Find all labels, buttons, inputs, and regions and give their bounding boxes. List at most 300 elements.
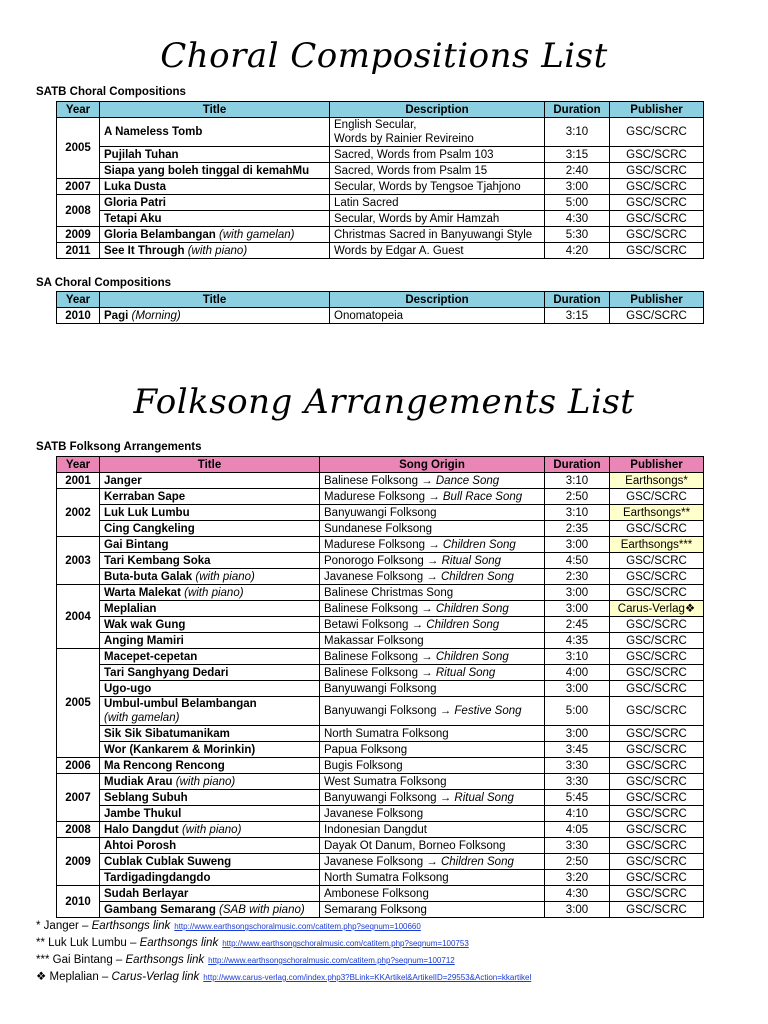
title-text: Macepet-cepetan — [104, 650, 198, 663]
arrow-icon: → — [408, 618, 427, 631]
song-type: Children Song — [426, 618, 500, 631]
origin-text: Balinese Folksong — [324, 602, 418, 615]
title-note: (with gamelan) — [219, 228, 295, 241]
song-type: Children Song — [440, 855, 514, 868]
origin-text: Javanese Folksong — [324, 807, 424, 820]
table-row — [57, 774, 704, 790]
title-text: Tardigadingdangdo — [104, 871, 211, 884]
origin-text: Papua Folksong — [324, 743, 408, 756]
title-text: Gambang Semarang — [104, 903, 216, 916]
publisher-cell: GSC/SCRC — [610, 243, 704, 259]
origin-text: Javanese Folksong — [324, 855, 424, 868]
col-description: Description — [330, 102, 545, 118]
origin-cell — [320, 790, 545, 806]
year-cell: 2003 — [57, 537, 100, 585]
origin-cell — [320, 537, 545, 553]
table-row — [57, 308, 704, 324]
publisher-cell: GSC/SCRC — [610, 617, 704, 633]
description-cell — [330, 243, 545, 259]
title-text: Luka Dusta — [104, 180, 166, 193]
publisher-cell: GSC/SCRC — [610, 854, 704, 870]
title-text: Ma Rencong Rencong — [104, 759, 225, 772]
song-type: Ritual Song — [454, 791, 514, 804]
year-cell: 2005 — [57, 118, 100, 179]
description-cell — [330, 118, 545, 147]
table-row — [57, 902, 704, 918]
title-note: (with piano) — [175, 775, 236, 788]
title-note: (with piano) — [181, 823, 242, 836]
origin-cell — [320, 601, 545, 617]
table-row — [57, 870, 704, 886]
duration-cell: 3:10 — [545, 118, 610, 147]
origin-text: Madurese Folksong — [324, 538, 425, 551]
title-cell — [100, 489, 320, 505]
table-row — [57, 118, 704, 147]
title-cell — [100, 521, 320, 537]
title-cell — [100, 806, 320, 822]
origin-text: Banyuwangi Folksong — [324, 682, 437, 695]
title-text: Halo Dangdut — [104, 823, 179, 836]
arrow-icon: → — [425, 490, 443, 503]
publisher-cell: GSC/SCRC — [610, 118, 704, 147]
col-title: Title — [100, 457, 320, 473]
song-type: Children Song — [440, 570, 514, 583]
duration-cell: 3:30 — [545, 774, 610, 790]
duration-cell: 4:20 — [545, 243, 610, 259]
publisher-cell: GSC/SCRC — [610, 774, 704, 790]
title-text: Gloria Belambangan — [104, 228, 216, 241]
song-type: Children Song — [435, 602, 509, 615]
publisher-cell: GSC/SCRC — [610, 227, 704, 243]
duration-cell: 3:30 — [545, 758, 610, 774]
duration-cell: 3:10 — [545, 505, 610, 521]
table-row — [57, 243, 704, 259]
title-text: Wak wak Gung — [104, 618, 186, 631]
origin-text: North Sumatra Folksong — [324, 727, 449, 740]
year-cell: 2008 — [57, 195, 100, 227]
publisher-cell: GSC/SCRC — [610, 569, 704, 585]
sa-section-label: SA Choral Compositions — [36, 277, 172, 289]
title-note: (with piano) — [195, 570, 255, 583]
origin-cell — [320, 854, 545, 870]
duration-cell: 4:30 — [545, 886, 610, 902]
year-cell: 2011 — [57, 243, 100, 259]
table-row — [57, 742, 704, 758]
duration-cell: 3:20 — [545, 870, 610, 886]
title-cell — [100, 742, 320, 758]
footnote-label: Earthsongs link — [139, 937, 219, 949]
footnote-link[interactable]: http://www.carus-verlag.com/index.php3?BLink=KKArtikel&ArtikelID=29553&Action=kkartikel — [203, 973, 532, 982]
origin-cell — [320, 649, 545, 665]
duration-cell: 3:10 — [545, 649, 610, 665]
description-cell — [330, 147, 545, 163]
description-cell — [330, 163, 545, 179]
title-cell — [100, 774, 320, 790]
origin-cell — [320, 505, 545, 521]
title-text: Ugo-ugo — [104, 682, 152, 695]
title-text: A Nameless Tomb — [104, 126, 203, 138]
publisher-cell: GSC/SCRC — [610, 806, 704, 822]
publisher-cell: GSC/SCRC — [610, 790, 704, 806]
title-text: Siapa yang boleh tinggal di kemahMu — [104, 164, 310, 177]
arrow-icon: → — [417, 650, 436, 663]
duration-cell: 4:05 — [545, 822, 610, 838]
description-cell — [330, 195, 545, 211]
title-text: See It Through — [104, 244, 185, 257]
title-cell — [100, 585, 320, 601]
title-note: (SAB with piano) — [219, 903, 305, 916]
duration-cell: 4:00 — [545, 665, 610, 681]
origin-text: Banyuwangi Folksong — [324, 791, 437, 804]
col-duration: Duration — [545, 292, 610, 308]
title-text: Gloria Patri — [104, 196, 166, 209]
description-line: Christmas Sacred in Banyuwangi Style — [334, 228, 533, 241]
origin-text: Indonesian Dangdut — [324, 823, 427, 836]
title-cell — [100, 697, 320, 726]
publisher-cell: GSC/SCRC — [610, 163, 704, 179]
publisher-cell: Earthsongs*** — [610, 537, 704, 553]
song-type: Children Song — [435, 650, 509, 663]
table-row — [57, 790, 704, 806]
table-row — [57, 681, 704, 697]
table-row — [57, 617, 704, 633]
year-cell: 2010 — [57, 308, 100, 324]
title-text: Buta-buta Galak — [104, 570, 193, 583]
footnote-prefix: *** Gai Bintang – — [36, 954, 126, 966]
title-text: Anging Mamiri — [104, 634, 184, 647]
arrow-icon: → — [436, 791, 455, 804]
duration-cell: 5:00 — [545, 697, 610, 726]
title-cell — [100, 147, 330, 163]
title-cell — [100, 308, 330, 324]
title-text: Pagi — [104, 309, 129, 322]
duration-cell: 3:00 — [545, 537, 610, 553]
title-cell — [100, 633, 320, 649]
col-publisher: Publisher — [610, 102, 704, 118]
origin-cell — [320, 838, 545, 854]
table-row — [57, 179, 704, 195]
description-line: Words by Edgar A. Guest — [334, 244, 464, 257]
table-row — [57, 585, 704, 601]
col-year: Year — [57, 102, 100, 118]
arrow-icon: → — [417, 474, 436, 487]
description-line: Secular, Words by Tengsoe Tjahjono — [334, 180, 521, 193]
title-text: Luk Luk Lumbu — [104, 506, 190, 519]
origin-cell — [320, 822, 545, 838]
publisher-cell: GSC/SCRC — [610, 665, 704, 681]
title-text: Pujilah Tuhan — [104, 148, 179, 161]
duration-cell: 2:30 — [545, 569, 610, 585]
origin-cell — [320, 489, 545, 505]
duration-cell: 3:00 — [545, 585, 610, 601]
title-cell — [100, 649, 320, 665]
title-cell — [100, 195, 330, 211]
publisher-cell: GSC/SCRC — [610, 211, 704, 227]
origin-cell — [320, 681, 545, 697]
arrow-icon: → — [423, 554, 442, 567]
title-text: Cublak Cublak Suweng — [104, 855, 232, 868]
table-row — [57, 806, 704, 822]
publisher-cell: GSC/SCRC — [610, 553, 704, 569]
title-text: Wor (Kankarem & Morinkin) — [104, 743, 256, 756]
origin-cell — [320, 774, 545, 790]
duration-cell: 2:50 — [545, 489, 610, 505]
title-cell — [100, 118, 330, 147]
description-line: Secular, Words by Amir Hamzah — [334, 212, 500, 225]
duration-cell: 3:00 — [545, 902, 610, 918]
sa-compositions-table — [56, 291, 704, 324]
duration-cell: 2:35 — [545, 521, 610, 537]
table-row — [57, 537, 704, 553]
title-cell — [100, 617, 320, 633]
publisher-cell: GSC/SCRC — [610, 633, 704, 649]
origin-cell — [320, 633, 545, 649]
duration-cell: 3:00 — [545, 681, 610, 697]
year-cell: 2010 — [57, 886, 100, 918]
title-note: (with piano) — [184, 586, 244, 599]
arrow-icon: → — [436, 705, 455, 717]
origin-text: Semarang Folksong — [324, 903, 427, 916]
duration-cell: 5:45 — [545, 790, 610, 806]
title-text: Tetapi Aku — [104, 212, 162, 225]
table-row — [57, 758, 704, 774]
footnote-line — [36, 969, 531, 986]
duration-cell: 4:35 — [545, 633, 610, 649]
title-note: (with gamelan) — [104, 712, 180, 724]
footnotes — [36, 918, 531, 986]
col-song-origin: Song Origin — [320, 457, 545, 473]
title-text: Mudiak Arau — [104, 775, 173, 788]
description-cell — [330, 211, 545, 227]
col-publisher: Publisher — [610, 457, 704, 473]
title-cell — [100, 726, 320, 742]
table-row — [57, 553, 704, 569]
duration-cell: 3:00 — [545, 179, 610, 195]
col-duration: Duration — [545, 457, 610, 473]
origin-text: Bugis Folksong — [324, 759, 403, 772]
title-cell — [100, 505, 320, 521]
origin-text: Makassar Folksong — [324, 634, 424, 647]
title-text: Janger — [104, 474, 142, 487]
duration-cell: 3:00 — [545, 601, 610, 617]
publisher-cell: GSC/SCRC — [610, 308, 704, 324]
publisher-cell: GSC/SCRC — [610, 521, 704, 537]
publisher-cell: GSC/SCRC — [610, 838, 704, 854]
year-cell: 2007 — [57, 774, 100, 822]
title-text: Meplalian — [104, 602, 157, 615]
song-type: Festive Song — [454, 705, 522, 717]
table-row — [57, 838, 704, 854]
title-text: Gai Bintang — [104, 538, 169, 551]
title-text: Tari Kembang Soka — [104, 554, 211, 567]
song-type: Bull Race Song — [442, 490, 523, 503]
description-line: Latin Sacred — [334, 196, 399, 209]
publisher-cell: Earthsongs* — [610, 473, 704, 489]
title-cell — [100, 902, 320, 918]
footnote-label: Earthsongs link — [91, 920, 171, 932]
duration-cell: 4:30 — [545, 211, 610, 227]
table-row — [57, 227, 704, 243]
footnote-line — [36, 918, 531, 935]
title-text: Seblang Subuh — [104, 791, 188, 804]
table-row — [57, 697, 704, 726]
footnote-link[interactable]: http://www.earthsongschoralmusic.com/catitem.php?seqnum=100660 — [174, 922, 421, 931]
title-text: Warta Malekat — [104, 586, 181, 599]
duration-cell: 3:15 — [545, 308, 610, 324]
duration-cell: 4:10 — [545, 806, 610, 822]
publisher-cell: GSC/SCRC — [610, 489, 704, 505]
title-text: Jambe Thukul — [104, 807, 182, 820]
table-row — [57, 163, 704, 179]
title-text: Umbul-umbul Belambangan — [104, 698, 257, 710]
origin-cell — [320, 585, 545, 601]
title-cell — [100, 537, 320, 553]
duration-cell: 3:00 — [545, 726, 610, 742]
title-cell — [100, 179, 330, 195]
publisher-cell: GSC/SCRC — [610, 585, 704, 601]
duration-cell: 3:30 — [545, 838, 610, 854]
table-row — [57, 521, 704, 537]
duration-cell: 4:50 — [545, 553, 610, 569]
footnote-prefix: ** Luk Luk Lumbu – — [36, 937, 140, 949]
year-cell: 2009 — [57, 838, 100, 886]
origin-text: Betawi Folksong — [324, 618, 409, 631]
publisher-cell: Earthsongs** — [610, 505, 704, 521]
table-row — [57, 569, 704, 585]
origin-text: West Sumatra Folksong — [324, 775, 447, 788]
origin-cell — [320, 806, 545, 822]
year-cell: 2004 — [57, 585, 100, 649]
origin-text: Javanese Folksong — [324, 570, 424, 583]
table-row — [57, 489, 704, 505]
publisher-cell: GSC/SCRC — [610, 902, 704, 918]
title-cell — [100, 886, 320, 902]
origin-cell — [320, 726, 545, 742]
footnote-label: Earthsongs link — [125, 954, 205, 966]
col-year: Year — [57, 292, 100, 308]
publisher-cell: GSC/SCRC — [610, 886, 704, 902]
col-title: Title — [100, 102, 330, 118]
song-type: Ritual Song — [441, 554, 502, 567]
table-row — [57, 505, 704, 521]
folk-section-label: SATB Folksong Arrangements — [36, 441, 202, 453]
title-cell — [100, 681, 320, 697]
origin-text: Balinese Folksong — [324, 666, 418, 679]
footnote-link[interactable]: http://www.earthsongschoralmusic.com/catitem.php?seqnum=100712 — [208, 956, 455, 965]
description-line: Words by Rainier Revireino — [334, 133, 474, 145]
title-text: Tari Sanghyang Dedari — [104, 666, 229, 679]
origin-cell — [320, 665, 545, 681]
publisher-cell: GSC/SCRC — [610, 179, 704, 195]
year-cell: 2006 — [57, 758, 100, 774]
origin-cell — [320, 617, 545, 633]
description-cell — [330, 308, 545, 324]
arrow-icon: → — [425, 538, 443, 551]
song-type: Dance Song — [435, 474, 500, 487]
origin-text: North Sumatra Folksong — [324, 871, 449, 884]
arrow-icon: → — [417, 602, 436, 615]
publisher-cell: GSC/SCRC — [610, 195, 704, 211]
table-row — [57, 649, 704, 665]
year-cell: 2005 — [57, 649, 100, 758]
description-line: English Secular, — [334, 119, 417, 131]
footnote-link[interactable]: http://www.earthsongschoralmusic.com/catitem.php?seqnum=100753 — [222, 939, 469, 948]
satb-section-label: SATB Choral Compositions — [36, 86, 186, 98]
table-row — [57, 822, 704, 838]
title-text: Sudah Berlayar — [104, 887, 189, 900]
col-year: Year — [57, 457, 100, 473]
year-cell: 2002 — [57, 489, 100, 537]
title-note: (with piano) — [187, 244, 248, 257]
satb-compositions-table — [56, 101, 704, 259]
origin-cell — [320, 473, 545, 489]
duration-cell: 3:10 — [545, 473, 610, 489]
duration-cell: 3:15 — [545, 147, 610, 163]
publisher-cell: Carus-Verlag❖ — [610, 601, 704, 617]
table-row — [57, 726, 704, 742]
description-line: Sacred, Words from Psalm 103 — [334, 148, 494, 161]
title-cell — [100, 665, 320, 681]
title-cell — [100, 163, 330, 179]
description-line: Sacred, Words from Psalm 15 — [334, 164, 488, 177]
origin-text: Balinese Christmas Song — [324, 586, 454, 599]
publisher-cell: GSC/SCRC — [610, 742, 704, 758]
footnote-prefix: ❖ Meplalian – — [36, 971, 112, 983]
footnote-prefix: * Janger – — [36, 920, 92, 932]
col-duration: Duration — [545, 102, 610, 118]
origin-text: Dayak Ot Danum, Borneo Folksong — [324, 839, 506, 852]
title-cell — [100, 854, 320, 870]
title-note: (Morning) — [131, 309, 181, 322]
description-cell — [330, 227, 545, 243]
publisher-cell: GSC/SCRC — [610, 681, 704, 697]
col-title: Title — [100, 292, 330, 308]
duration-cell: 2:50 — [545, 854, 610, 870]
publisher-cell: GSC/SCRC — [610, 726, 704, 742]
table-row — [57, 854, 704, 870]
title-cell — [100, 758, 320, 774]
title-cell — [100, 243, 330, 259]
description-cell — [330, 179, 545, 195]
title-cell — [100, 822, 320, 838]
title-cell — [100, 838, 320, 854]
origin-text: Ponorogo Folksong — [324, 554, 424, 567]
col-publisher: Publisher — [610, 292, 704, 308]
footnote-line — [36, 935, 531, 952]
title-cell — [100, 790, 320, 806]
duration-cell: 5:30 — [545, 227, 610, 243]
title-text: Sik Sik Sibatumanikam — [104, 727, 230, 740]
title-text: Cing Cangkeling — [104, 522, 195, 535]
origin-text: Banyuwangi Folksong — [324, 705, 437, 717]
publisher-cell: GSC/SCRC — [610, 697, 704, 726]
table-row — [57, 147, 704, 163]
title-cell — [100, 211, 330, 227]
origin-cell — [320, 521, 545, 537]
table-row — [57, 195, 704, 211]
origin-text: Sundanese Folksong — [324, 522, 433, 535]
origin-text: Banyuwangi Folksong — [324, 506, 437, 519]
title-cell — [100, 473, 320, 489]
title-cell — [100, 553, 320, 569]
origin-cell — [320, 697, 545, 726]
origin-cell — [320, 742, 545, 758]
origin-cell — [320, 870, 545, 886]
title-cell — [100, 227, 330, 243]
table-row — [57, 601, 704, 617]
folksong-arrangements-heading: Folksong Arrangements List — [133, 382, 635, 422]
description-line: Onomatopeia — [334, 309, 404, 322]
